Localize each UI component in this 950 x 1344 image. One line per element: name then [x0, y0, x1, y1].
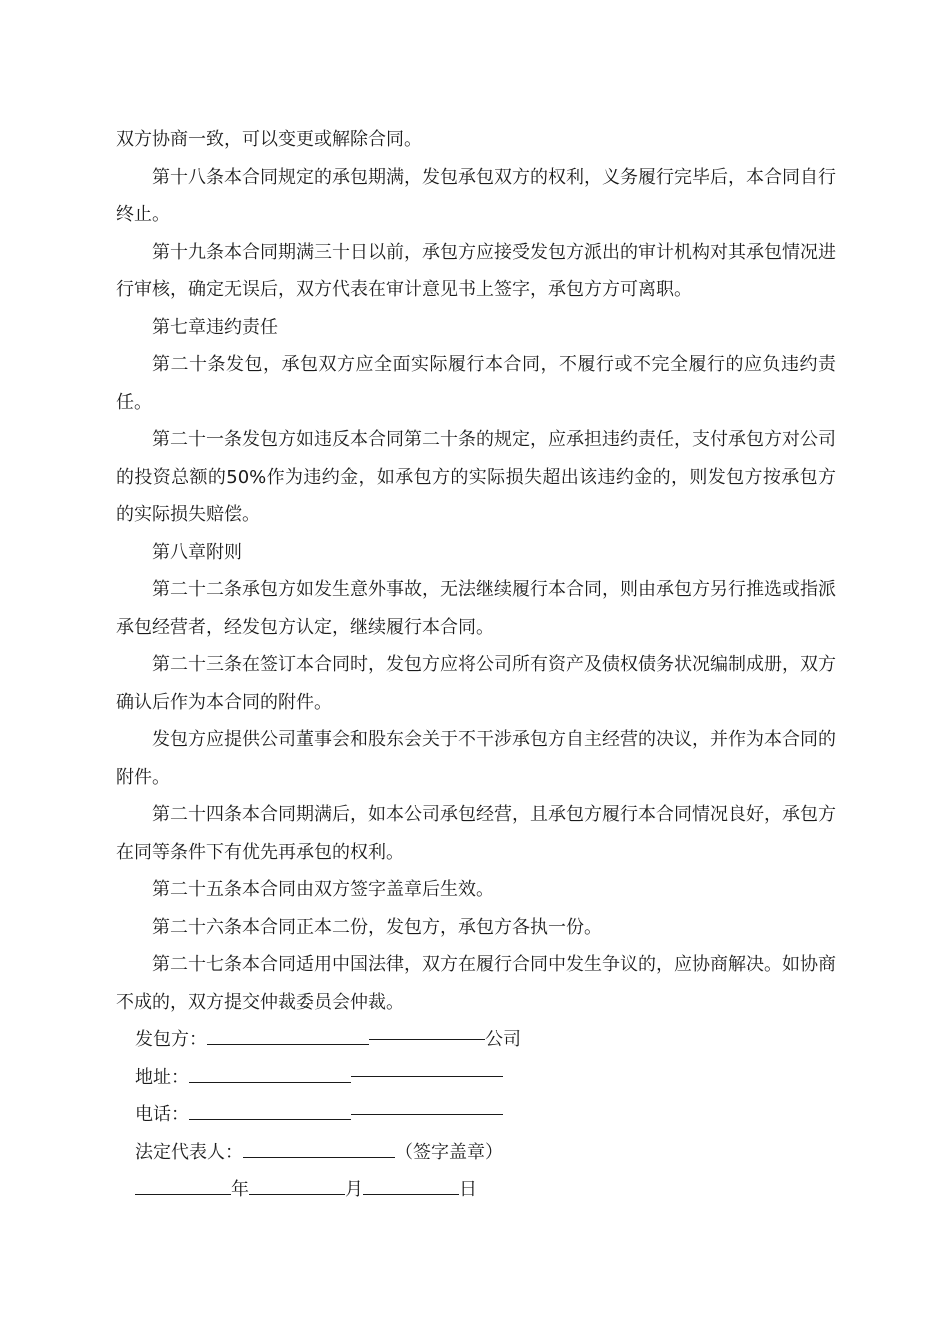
article-26: 第二十六条本合同正本二份，发包方，承包方各执一份。 — [152, 916, 602, 938]
day-blank — [363, 1180, 459, 1195]
party-a-blank — [207, 1030, 369, 1045]
legal-rep-label: 法定代表人： — [135, 1141, 243, 1163]
address-line — [116, 1059, 836, 1097]
phone-blank — [189, 1105, 351, 1120]
contract-body — [116, 121, 836, 1209]
phone-dash — [351, 1114, 503, 1115]
phone-label: 电话： — [135, 1104, 189, 1125]
legal-rep-line — [116, 1134, 836, 1172]
year-label: 年 — [231, 1179, 249, 1200]
address-dash — [351, 1076, 503, 1077]
paragraph: 双方协商一致，可以变更或解除合同。 — [116, 129, 422, 150]
signature-block — [116, 1021, 836, 1209]
party-a-line — [116, 1021, 836, 1059]
phone-line — [116, 1096, 836, 1134]
article-21: 第二十一条发包方如违反本合同第二十条的规定，应承担违约责任，支付承包方对公司的投资总额的50%作为违约金，如承包方的实际损失超出该违约金的，则发包方按承包方的实际损失赔偿。 — [116, 429, 836, 525]
chapter-8-heading: 第八章附则 — [152, 541, 242, 563]
month-blank — [249, 1180, 345, 1195]
article-20: 第二十条发包，承包双方应全面实际履行本合同，不履行或不完全履行的应负违约责任。 — [116, 354, 836, 413]
article-19: 第十九条本合同期满三十日以前，承包方应接受发包方派出的审计机构对其承包情况进行审核，确定无误后，双方代表在审计意见书上签字，承包方方可离职。 — [116, 241, 836, 300]
article-23: 第二十三条在签订本合同时，发包方应将公司所有资产及债权债务状况编制成册，双方确认后作为本合同的附件。 — [116, 654, 836, 713]
day-label: 日 — [459, 1179, 477, 1200]
article-25: 第二十五条本合同由双方签字盖章后生效。 — [152, 879, 494, 900]
date-line — [116, 1171, 836, 1209]
legal-rep-suffix: （签字盖章） — [395, 1141, 503, 1163]
company-suffix: 公司 — [485, 1029, 521, 1050]
legal-rep-blank — [243, 1143, 395, 1158]
party-a-dash — [369, 1039, 485, 1040]
address-label: 地址： — [135, 1066, 189, 1088]
month-label: 月 — [345, 1179, 363, 1200]
party-a-label: 发包方： — [135, 1029, 207, 1050]
article-24: 第二十四条本合同期满后，如本公司承包经营，且承包方履行本合同情况良好，承包方在同等条件下有优先再承包的权利。 — [116, 804, 836, 863]
year-blank — [135, 1180, 231, 1195]
article-18: 第十八条本合同规定的承包期满，发包承包双方的权利，义务履行完毕后，本合同自行终止。 — [116, 166, 836, 225]
address-blank — [189, 1068, 351, 1083]
article-27: 第二十七条本合同适用中国法律，双方在履行合同中发生争议的，应协商解决。如协商不成的，双方提交仲裁委员会仲裁。 — [116, 954, 836, 1013]
article-22: 第二十二条承包方如发生意外事故，无法继续履行本合同，则由承包方另行推选或指派承包经营者，经发包方认定，继续履行本合同。 — [116, 579, 836, 638]
paragraph: 发包方应提供公司董事会和股东会关于不干涉承包方自主经营的决议，并作为本合同的附件。 — [116, 729, 836, 788]
chapter-7-heading: 第七章违约责任 — [152, 316, 278, 338]
